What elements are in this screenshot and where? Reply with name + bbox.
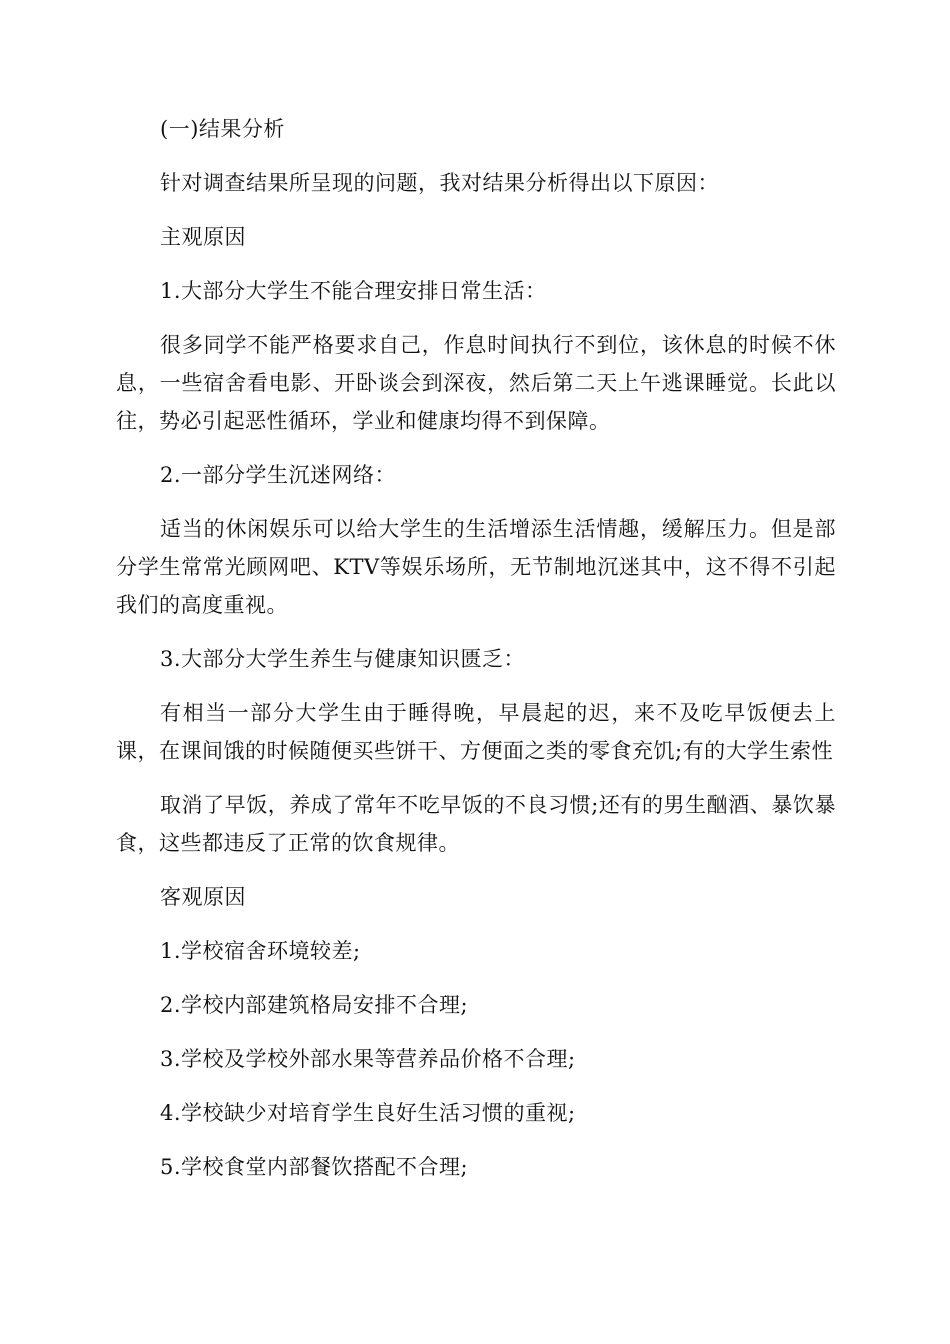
list-item-5: 5.学校食堂内部餐饮搭配不合理; [160,1155,469,1179]
list-item-4: 4.学校缺少对培育学生良好生活习惯的重视; [160,1101,576,1125]
list-item-3: 3.学校及学校外部水果等营养品价格不合理; [160,1047,576,1071]
body-paragraph-3: 有相当一部分大学生由于睡得晚，早晨起的迟，来不及吃早饭便去上课，在课间饿的时候随便买些饼干、方便面之类的零食充饥;有的大学生索性 [116,701,836,763]
body-paragraph-1: 很多同学不能严格要求自己，作息时间执行不到位，该休息的时候不休息，一些宿舍看电影、开卧谈会到深夜，然后第二天上午逃课睡觉。长此以往，势必引起恶性循环，学业和健康均得不到保障。 [116,333,836,433]
subheading-objective: 客观原因 [160,885,246,909]
body-paragraph-2: 适当的休闲娱乐可以给大学生的生活增添生活情趣，缓解压力。但是部分学生常常光顾网吧、KTV等娱乐场所，无节制地沉迷其中，这不得不引起我们的高度重视。 [116,517,836,617]
list-item-1: 1.学校宿舍环境较差; [160,939,361,963]
body-paragraph-4: 取消了早饭，养成了常年不吃早饭的不良习惯;还有的男生酗酒、暴饮暴食，这些都违反了正常的饮食规律。 [116,793,836,855]
list-item-2: 2.学校内部建筑格局安排不合理; [160,993,469,1017]
item-heading-3: 3.大部分大学生养生与健康知识匮乏： [160,647,526,671]
section-heading: (一)结果分析 [160,117,285,141]
item-heading-2: 2.一部分学生沉迷网络： [160,463,397,487]
document-body [116,110,836,1202]
intro-paragraph: 针对调查结果所呈现的问题，我对结果分析得出以下原因： [160,171,719,195]
subheading-subjective: 主观原因 [160,225,246,249]
item-heading-1: 1.大部分大学生不能合理安排日常生活： [160,279,547,303]
